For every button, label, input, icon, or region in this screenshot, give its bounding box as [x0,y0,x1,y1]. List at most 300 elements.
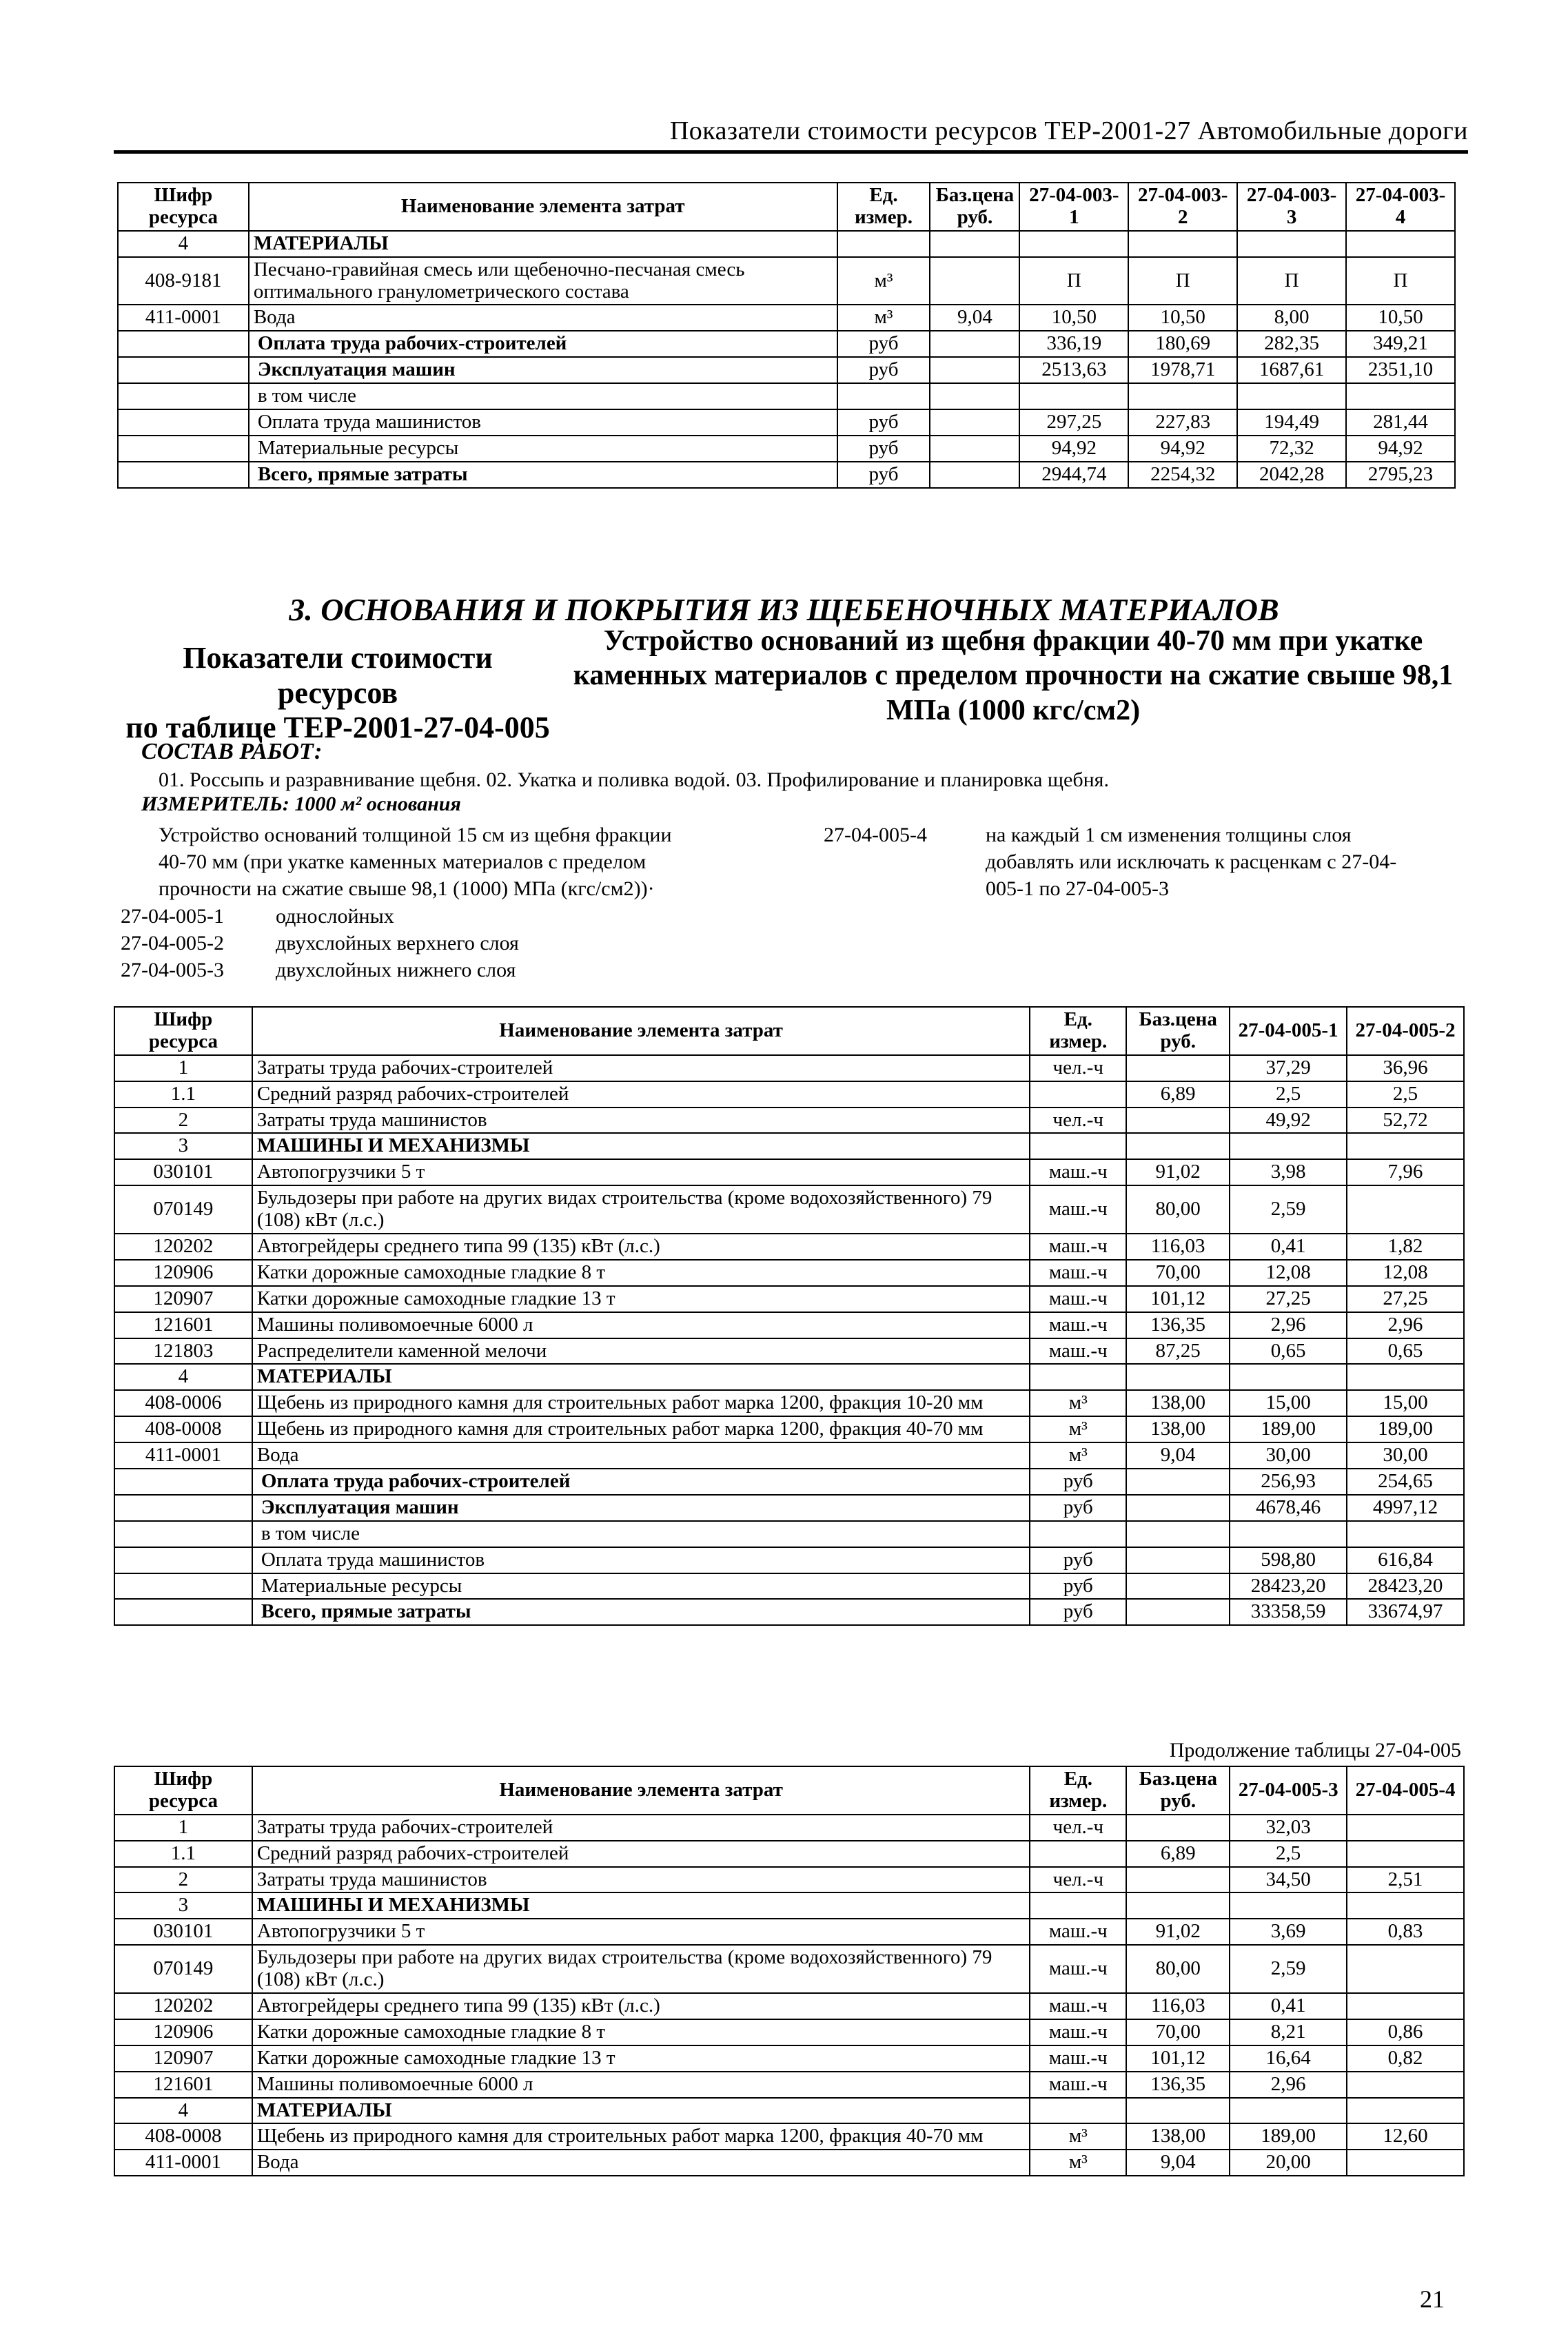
element-name-cell: Вода [252,2150,1030,2176]
base-price-cell: 116,03 [1126,1993,1230,2019]
rate-value-cell: 12,60 [1347,2123,1464,2150]
rate-value-cell [1237,383,1346,409]
resource-code-cell: 070149 [114,1185,252,1234]
column-header: Шифр ресурса [114,1766,252,1815]
rate-value-cell: 189,00 [1230,2123,1347,2150]
resource-code-cell: 070149 [114,1945,252,1993]
column-header: 27-04-005-3 [1230,1766,1347,1815]
base-price-cell [1126,1867,1230,1893]
column-header: 27-04-003-1 [1019,183,1128,231]
resource-code-cell: 2 [114,1867,252,1893]
resource-code-cell [118,409,249,436]
table-row [114,2019,1464,2045]
variant-text: двухслойных нижнего слоя [276,959,516,981]
element-name-cell: Оплата труда машинистов [252,1547,1030,1573]
page-header: Показатели стоимости ресурсов ТЕР-2001-27 Автомобильные дороги [114,116,1468,154]
rate-value-cell: 0,86 [1347,2019,1464,2045]
rate-value-cell [1347,1185,1464,1234]
unit-cell [1030,2098,1126,2124]
resource-code-cell: 3 [114,1892,252,1919]
unit-cell: руб [1030,1547,1126,1573]
table-row [114,2072,1464,2098]
base-price-cell: 138,00 [1126,2123,1230,2150]
rate-value-cell: 180,69 [1128,331,1237,357]
rate-value-cell: 2,5 [1230,1841,1347,1867]
unit-cell [1030,1521,1126,1547]
rate-value-cell: 10,50 [1128,305,1237,331]
rate-value-cell [1346,231,1455,257]
element-name-cell: Катки дорожные самоходные гладкие 13 т [252,1286,1030,1312]
continuation-label: Продолжение таблицы 27-04-005 [1169,1739,1461,1762]
extra-rate-line-2: добавлять или исключать к расценкам с 27-04- [986,850,1397,873]
element-name-cell: Оплата труда машинистов [249,409,837,436]
resource-code-cell: 1 [114,1055,252,1081]
element-name-cell: Эксплуатация машин [249,357,837,383]
resource-code-cell: 2 [114,1108,252,1134]
element-name-cell: Всего, прямые затраты [252,1599,1030,1625]
table-27-04-003 [117,182,1456,489]
unit-cell: м³ [837,257,930,305]
resource-code-cell: 408-0008 [114,2123,252,2150]
table-row [114,1495,1464,1521]
unit-cell: м³ [1030,2123,1126,2150]
unit-cell: маш.-ч [1030,1260,1126,1286]
column-header: Баз.цена руб. [1126,1007,1230,1055]
table-row [114,1416,1464,1442]
table-row [114,2150,1464,2176]
column-header: Наименование элемента затрат [252,1007,1030,1055]
unit-cell: маш.-ч [1030,2072,1126,2098]
rate-value-cell: 2,96 [1230,2072,1347,2098]
resource-code-cell [118,331,249,357]
column-header: Баз.цена руб. [1126,1766,1230,1815]
table-row [114,1547,1464,1573]
element-name-cell: Затраты труда машинистов [252,1867,1030,1893]
base-price-cell: 6,89 [1126,1081,1230,1108]
element-name-cell: Оплата труда рабочих-строителей [249,331,837,357]
resource-code-cell: 1 [114,1815,252,1841]
unit-cell: маш.-ч [1030,1919,1126,1945]
rate-value-cell: 8,00 [1237,305,1346,331]
element-name-cell: Катки дорожные самоходные гладкие 13 т [252,2045,1030,2072]
resource-code-cell [114,1573,252,1600]
table-row [114,1919,1464,1945]
rate-value-cell: 34,50 [1230,1867,1347,1893]
rate-value-cell: 1,82 [1347,1234,1464,1260]
unit-cell: маш.-ч [1030,1159,1126,1185]
element-name-cell: Автопогрузчики 5 т [252,1919,1030,1945]
rate-value-cell: 194,49 [1237,409,1346,436]
base-price-cell: 9,04 [1126,2150,1230,2176]
base-price-cell [1126,1495,1230,1521]
rate-value-cell [1347,2150,1464,2176]
rate-value-cell: 2,59 [1230,1185,1347,1234]
rate-value-cell: 0,41 [1230,1234,1347,1260]
element-name-cell: Вода [249,305,837,331]
table-row [114,1234,1464,1260]
rate-value-cell: 2042,28 [1237,462,1346,488]
resource-code-cell: 4 [114,2098,252,2124]
rate-value-cell: 2,96 [1347,1312,1464,1338]
base-price-cell: 101,12 [1126,1286,1230,1312]
column-header: Шифр ресурса [114,1007,252,1055]
rate-value-cell: П [1128,257,1237,305]
unit-cell: маш.-ч [1030,1312,1126,1338]
resource-code-cell: 4 [114,1364,252,1390]
rate-value-cell [1347,1133,1464,1159]
element-name-cell: Материальные ресурсы [249,436,837,462]
table-row [114,1159,1464,1185]
element-name-cell: Щебень из природного камня для строительных работ марка 1200, фракция 40-70 мм [252,1416,1030,1442]
column-header: Ед. измер. [837,183,930,231]
table-row [114,1867,1464,1893]
table-row [114,1081,1464,1108]
base-price-cell: 70,00 [1126,2019,1230,2045]
unit-cell: маш.-ч [1030,2045,1126,2072]
rate-value-cell [1347,1841,1464,1867]
element-name-cell: Катки дорожные самоходные гладкие 8 т [252,2019,1030,2045]
rate-value-cell: 7,96 [1347,1159,1464,1185]
rate-value-cell: 189,00 [1230,1416,1347,1442]
rate-value-cell: 3,98 [1230,1159,1347,1185]
unit-cell: руб [1030,1495,1126,1521]
rate-value-cell: 2,96 [1230,1312,1347,1338]
resource-code-cell: 121803 [114,1338,252,1365]
table-row [114,1185,1464,1234]
rate-value-cell: 49,92 [1230,1108,1347,1134]
base-price-cell [930,257,1019,305]
table-row [118,305,1455,331]
element-name-cell: Эксплуатация машин [252,1495,1030,1521]
resource-code-cell: 411-0001 [118,305,249,331]
rate-value-cell: 2513,63 [1019,357,1128,383]
table-row [114,1133,1464,1159]
resource-code-cell: 121601 [114,2072,252,2098]
table-row [114,1364,1464,1390]
base-price-cell [1126,1469,1230,1495]
element-name-cell: Машины поливомоечные 6000 л [252,2072,1030,2098]
base-price-cell [930,357,1019,383]
resource-code-cell: 120907 [114,2045,252,2072]
element-name-cell: Бульдозеры при работе на других видах строительства (кроме водохозяйственного) 79 (108) кВт (л.с.) [252,1945,1030,1993]
base-price-cell: 136,35 [1126,2072,1230,2098]
unit-cell [837,231,930,257]
unit-cell [1030,1081,1126,1108]
rate-value-cell: 15,00 [1347,1390,1464,1416]
unit-cell [1030,1133,1126,1159]
table-row [118,357,1455,383]
table-row [118,462,1455,488]
work-title [551,624,1475,728]
element-name-cell: Автогрейдеры среднего типа 99 (135) кВт (л.с.) [252,1993,1030,2019]
rate-value-cell: 52,72 [1347,1108,1464,1134]
base-price-cell: 138,00 [1126,1416,1230,1442]
unit-cell: руб [837,436,930,462]
rate-value-cell: 2795,23 [1346,462,1455,488]
base-price-cell [930,409,1019,436]
base-price-cell: 87,25 [1126,1338,1230,1365]
section-title: 3. ОСНОВАНИЯ И ПОКРЫТИЯ ИЗ ЩЕБЕНОЧНЫХ МАТЕРИАЛОВ [289,592,1279,627]
element-name-cell: Щебень из природного камня для строительных работ марка 1200, фракция 10-20 мм [252,1390,1030,1416]
table-row [114,1573,1464,1600]
resource-code-cell: 408-0006 [114,1390,252,1416]
extra-rate-code: 27-04-005-4 [824,824,927,846]
rate-value-cell: 0,65 [1230,1338,1347,1365]
rate-value-cell: 2254,32 [1128,462,1237,488]
base-price-cell: 80,00 [1126,1945,1230,1993]
table-row [114,1108,1464,1134]
element-name-cell: Всего, прямые затраты [249,462,837,488]
rate-value-cell: 0,83 [1347,1919,1464,1945]
description-line-2: 40-70 мм (при укатке каменных материалов с пределом [159,850,646,873]
table-27-04-005-part1 [114,1006,1465,1626]
table-row [114,1521,1464,1547]
left-title-line-2: по таблице ТЕР-2001-27-04-005 [125,711,550,745]
resource-code-cell: 030101 [114,1159,252,1185]
table-row [118,409,1455,436]
element-name-cell: МАШИНЫ И МЕХАНИЗМЫ [252,1892,1030,1919]
unit-cell: маш.-ч [1030,1945,1126,1993]
rate-value-cell: П [1019,257,1128,305]
rate-value-cell: 1687,61 [1237,357,1346,383]
rate-value-cell: 94,92 [1346,436,1455,462]
work-composition-text: 01. Россыпь и разравнивание щебня. 02. Укатка и поливка водой. 03. Профилирование и планировка щебня. [159,768,1109,791]
resource-code-cell: 120906 [114,2019,252,2045]
base-price-cell [1126,1599,1230,1625]
unit-cell: руб [837,409,930,436]
rate-value-cell [1346,383,1455,409]
rate-value-cell: 20,00 [1230,2150,1347,2176]
base-price-cell [930,462,1019,488]
table-27-04-005-part2 [114,1766,1465,2176]
rate-value-cell: П [1346,257,1455,305]
rate-value-cell: 33674,97 [1347,1599,1464,1625]
table-row [118,383,1455,409]
unit-cell: маш.-ч [1030,1286,1126,1312]
column-header: 27-04-003-3 [1237,183,1346,231]
table-row [118,231,1455,257]
resource-code-cell: 408-9181 [118,257,249,305]
base-price-cell [1126,1892,1230,1919]
column-header: 27-04-003-4 [1346,183,1455,231]
rate-value-cell: 33358,59 [1230,1599,1347,1625]
resource-code-cell: 121601 [114,1312,252,1338]
rate-value-cell: 2,59 [1230,1945,1347,1993]
rate-value-cell: 254,65 [1347,1469,1464,1495]
rate-value-cell [1128,231,1237,257]
resource-code-cell: 1.1 [114,1081,252,1108]
unit-cell [1030,1892,1126,1919]
resource-code-cell [114,1469,252,1495]
left-title-line-1: Показатели стоимости ресурсов [183,641,493,710]
rate-value-cell: 0,65 [1347,1338,1464,1365]
table-row [114,1815,1464,1841]
rate-value-cell: 2,5 [1230,1081,1347,1108]
column-header: Баз.цена руб. [930,183,1019,231]
base-price-cell: 9,04 [930,305,1019,331]
rate-value-cell: 27,25 [1230,1286,1347,1312]
base-price-cell [1126,1573,1230,1600]
table-row [114,1260,1464,1286]
base-price-cell: 80,00 [1126,1185,1230,1234]
rate-value-cell: 4997,12 [1347,1495,1464,1521]
rate-value-cell: 616,84 [1347,1547,1464,1573]
rate-value-cell [1019,383,1128,409]
base-price-cell [1126,1055,1230,1081]
base-price-cell [1126,1133,1230,1159]
resource-code-cell [118,462,249,488]
base-price-cell: 116,03 [1126,1234,1230,1260]
rate-value-cell: 256,93 [1230,1469,1347,1495]
unit-cell: руб [837,331,930,357]
element-name-cell: Распределители каменной мелочи [252,1338,1030,1365]
rate-value-cell: 227,83 [1128,409,1237,436]
resource-code-cell: 1.1 [114,1841,252,1867]
variant-code: 27-04-005-2 [121,932,224,955]
table-row [114,1599,1464,1625]
right-title-line-3: МПа (1000 кгс/см2) [886,694,1141,726]
rate-value-cell: 281,44 [1346,409,1455,436]
rate-value-cell: 94,92 [1128,436,1237,462]
table-row [114,1442,1464,1469]
rate-value-cell [1128,383,1237,409]
element-name-cell: Песчано-гравийная смесь или щебеночно-песчаная смесь оптимального гранулометрического состава [249,257,837,305]
unit-cell: маш.-ч [1030,1993,1126,2019]
element-name-cell: Автопогрузчики 5 т [252,1159,1030,1185]
rate-value-cell [1230,1133,1347,1159]
unit-cell [837,383,930,409]
unit-cell: чел.-ч [1030,1815,1126,1841]
unit-cell: м³ [1030,1442,1126,1469]
element-name-cell: Машины поливомоечные 6000 л [252,1312,1030,1338]
element-name-cell: МАТЕРИАЛЫ [252,1364,1030,1390]
rate-value-cell: 16,64 [1230,2045,1347,2072]
column-header: 27-04-005-2 [1347,1007,1464,1055]
rate-value-cell: 30,00 [1347,1442,1464,1469]
unit-cell: чел.-ч [1030,1055,1126,1081]
page-number: 21 [1420,2285,1445,2313]
table-row [114,2098,1464,2124]
rate-value-cell [1347,1521,1464,1547]
resource-code-cell: 411-0001 [114,1442,252,1469]
rate-value-cell: 4678,46 [1230,1495,1347,1521]
base-price-cell [1126,1521,1230,1547]
column-header: 27-04-005-4 [1347,1766,1464,1815]
description-line-3: прочности на сжатие свыше 98,1 (1000) МПа (кгс/см2))· [159,877,655,900]
unit-cell: м³ [1030,1390,1126,1416]
rate-value-cell: 37,29 [1230,1055,1347,1081]
base-price-cell [930,383,1019,409]
right-title-line-2: каменных материалов с пределом прочности на сжатие свыше 98,1 [573,660,1454,692]
resource-code-cell: 120202 [114,1234,252,1260]
rate-value-cell: 72,32 [1237,436,1346,462]
column-header: Ед. измер. [1030,1007,1126,1055]
rate-value-cell: 297,25 [1019,409,1128,436]
rate-value-cell [1347,1892,1464,1919]
base-price-cell [930,231,1019,257]
base-price-cell [930,436,1019,462]
element-name-cell: МАТЕРИАЛЫ [252,2098,1030,2124]
unit-cell [1030,1364,1126,1390]
base-price-cell [1126,2098,1230,2124]
rate-value-cell [1347,2098,1464,2124]
unit-cell: маш.-ч [1030,2019,1126,2045]
table-row [114,1841,1464,1867]
base-price-cell: 70,00 [1126,1260,1230,1286]
column-header: Шифр ресурса [118,183,249,231]
extra-rate-line-3: 005-1 по 27-04-005-3 [986,877,1170,900]
unit-cell: чел.-ч [1030,1867,1126,1893]
table-row [114,2123,1464,2150]
element-name-cell: Катки дорожные самоходные гладкие 8 т [252,1260,1030,1286]
unit-cell: руб [837,462,930,488]
rate-value-cell: 36,96 [1347,1055,1464,1081]
rate-value-cell [1230,1364,1347,1390]
element-name-cell: в том числе [252,1521,1030,1547]
resource-code-cell [118,357,249,383]
rate-value-cell: 349,21 [1346,331,1455,357]
rate-value-cell: 10,50 [1346,305,1455,331]
table-row [114,2045,1464,2072]
rate-value-cell: 3,69 [1230,1919,1347,1945]
base-price-cell [930,331,1019,357]
rate-value-cell [1347,1364,1464,1390]
unit-cell: руб [1030,1469,1126,1495]
element-name-cell: Затраты труда машинистов [252,1108,1030,1134]
column-header: Ед. измер. [1030,1766,1126,1815]
unit-cell: руб [1030,1599,1126,1625]
table-row [114,1390,1464,1416]
element-name-cell: МАТЕРИАЛЫ [249,231,837,257]
base-price-cell: 138,00 [1126,1390,1230,1416]
rate-value-cell [1347,1993,1464,2019]
base-price-cell: 136,35 [1126,1312,1230,1338]
variant-text: двухслойных верхнего слоя [276,932,519,955]
work-composition-label: СОСТАВ РАБОТ: [141,739,323,764]
rate-value-cell [1237,231,1346,257]
table-row [114,1945,1464,1993]
resource-code-cell [114,1547,252,1573]
rate-value-cell [1230,2098,1347,2124]
rate-value-cell: 30,00 [1230,1442,1347,1469]
measure-label: ИЗМЕРИТЕЛЬ: 1000 м² основания [141,793,461,815]
element-name-cell: Вода [252,1442,1030,1469]
right-title-line-1: Устройство оснований из щебня фракции 40-70 мм при укатке [603,625,1423,657]
rate-value-cell: 15,00 [1230,1390,1347,1416]
unit-cell: руб [1030,1573,1126,1600]
unit-cell: м³ [837,305,930,331]
description-line-1: Устройство оснований толщиной 15 см из щебня фракции [159,824,672,846]
column-header: Наименование элемента затрат [252,1766,1030,1815]
variant-code: 27-04-005-3 [121,959,224,981]
rate-value-cell: 10,50 [1019,305,1128,331]
resource-code-cell: 120906 [114,1260,252,1286]
unit-cell: маш.-ч [1030,1234,1126,1260]
unit-cell: маш.-ч [1030,1338,1126,1365]
resource-code-cell [114,1495,252,1521]
resource-code-cell [114,1599,252,1625]
element-name-cell: Оплата труда рабочих-строителей [252,1469,1030,1495]
table-row [114,1469,1464,1495]
rate-value-cell [1347,1945,1464,1993]
resource-code-cell: 3 [114,1133,252,1159]
rate-value-cell: 189,00 [1347,1416,1464,1442]
rate-value-cell: 94,92 [1019,436,1128,462]
resource-code-cell: 120202 [114,1993,252,2019]
column-header: 27-04-003-2 [1128,183,1237,231]
rate-value-cell: 282,35 [1237,331,1346,357]
rate-value-cell [1347,1815,1464,1841]
